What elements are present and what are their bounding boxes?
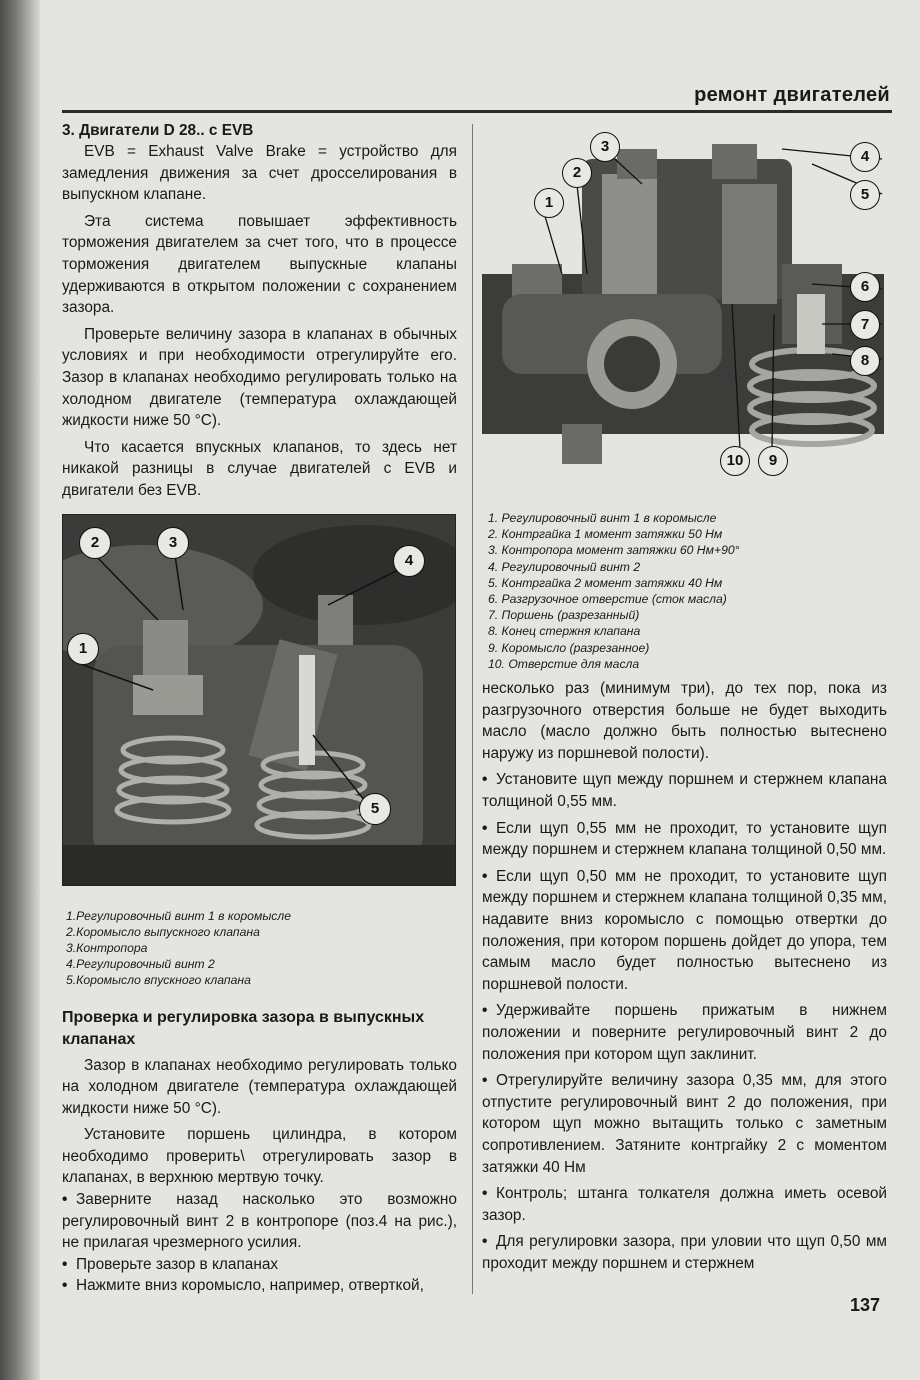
bullet-item bbox=[482, 866, 887, 996]
intro-paragraph: Что касается впускных клапанов, то здесь нет никакой разницы в случае двигателей с EVB и двигатели без EVB. bbox=[62, 438, 457, 499]
bullet-item bbox=[482, 1183, 887, 1226]
caption-line: 5.Коромысло впускного клапана bbox=[66, 973, 251, 988]
bullet-mark: • bbox=[482, 867, 488, 885]
evb-mechanism-figure bbox=[482, 124, 884, 486]
bullet-item bbox=[482, 1231, 887, 1274]
bullet-mark: • bbox=[482, 1185, 488, 1203]
figure-callout-6: 6 bbox=[850, 272, 880, 302]
bullet-item bbox=[482, 818, 887, 861]
caption-line: 3.Контропора bbox=[66, 940, 148, 955]
figure-callout-5: 5 bbox=[850, 180, 880, 210]
caption-line: 7. Поршень (разрезанный) bbox=[488, 608, 640, 623]
paragraph: Установите поршень цилиндра, в котором необходимо проверить\ отрегулировать зазор в клапанах, в верхнюю мертвую точку. bbox=[62, 1126, 457, 1187]
caption-line: 1. Регулировочный винт 1 в коромысле bbox=[488, 511, 717, 525]
intro-paragraph: Эта система повышает эффективность торможения двигателем за счет того, что в процессе торможения двигателем выпускные клапаны удерживаются в открытом положении с сохранением зазора. bbox=[62, 212, 457, 317]
figure-callout-10: 10 bbox=[720, 446, 750, 476]
bullet-mark: • bbox=[482, 1072, 488, 1090]
caption-line: 4.Регулировочный винт 2 bbox=[66, 957, 215, 972]
right-column bbox=[482, 120, 887, 1274]
bullet-text: Заверните назад насколько это возможно регулировочный винт 2 в контропоре (поз.4 на рис.), не прилагая чрезмерного усилия. bbox=[62, 1191, 457, 1252]
header-rule bbox=[62, 110, 892, 113]
book-page bbox=[40, 0, 920, 1380]
figure-callout-1: 1 bbox=[67, 633, 99, 665]
right-figure-caption bbox=[482, 510, 887, 672]
page-number: 137 bbox=[849, 1295, 880, 1315]
left-figure-caption bbox=[62, 908, 457, 989]
figure-callout-4: 4 bbox=[850, 142, 880, 172]
evb-mechanism-photo bbox=[482, 124, 884, 486]
bullet-mark: • bbox=[482, 771, 488, 789]
caption-line: 2. Контргайка 1 момент затяжки 50 Нм bbox=[488, 527, 723, 542]
caption-line: 8. Конец стержня клапана bbox=[488, 624, 641, 639]
intro-paragraph: Проверьте величину зазора в клапанах в обычных условиях и при необходимости отрегулируйте его. Зазор в клапанах необходимо регулировать только на холодном двигателе (температура охлаждающей жидкости ниже 50 °C). bbox=[62, 325, 457, 430]
engine-photo-figure bbox=[62, 514, 456, 886]
bullet-text: Контроль; штанга толкателя должна иметь осевой зазор. bbox=[482, 1185, 887, 1224]
bullet-text: Установите щуп между поршнем и стержнем клапана толщиной 0,55 мм. bbox=[482, 771, 887, 810]
paragraph: Зазор в клапанах необходимо регулировать только на холодном двигателе (температура охлаждающей жидкости ниже 50 °C). bbox=[62, 1056, 457, 1117]
bullet-item bbox=[62, 1254, 457, 1276]
continuation-paragraph: несколько раз (минимум три), до тех пор, пока из разгрузочного отверстия больше не будет выходить масло (масло должно быть полностью вытеснено наружу из поршневой полости). bbox=[482, 680, 887, 762]
figure-callout-8: 8 bbox=[850, 346, 880, 376]
bullet-text: Удерживайте поршень прижатым в нижнем положении и поверните регулировочный винт 2 до положения при котором щуп заклинит. bbox=[482, 1002, 887, 1063]
caption-line: 2.Коромысло выпускного клапана bbox=[66, 924, 260, 939]
bullet-mark: • bbox=[482, 1233, 488, 1251]
bullet-mark: • bbox=[62, 1191, 68, 1209]
bullet-text: Если щуп 0,50 мм не проходит, то установите щуп между поршнем и стержнем клапана толщиной 0,35 мм, надавите вниз коромысло с помощью отвертки до положения, при котором поршень дойдет до упора, тем самым масло будет полностью вытеснено из поршневой полости. bbox=[482, 867, 887, 993]
caption-line: 4. Регулировочный винт 2 bbox=[488, 559, 641, 574]
bullet-item bbox=[482, 769, 887, 812]
bullet-item bbox=[62, 1189, 457, 1254]
figure-callout-3: 3 bbox=[590, 132, 620, 162]
subsection-title: Проверка и регулировка зазора в выпускных клапанах bbox=[62, 1008, 425, 1048]
caption-line: 10. Отверстие для масла bbox=[488, 656, 640, 671]
book-binding-shadow bbox=[0, 0, 40, 1380]
running-header: ремонт двигателей bbox=[694, 84, 890, 106]
caption-line: 1.Регулировочный винт 1 в коромысле bbox=[66, 908, 292, 923]
figure-callout-2: 2 bbox=[79, 527, 111, 559]
figure-callout-2: 2 bbox=[562, 158, 592, 188]
bullet-text: Нажмите вниз коромысло, например, отверткой, bbox=[76, 1277, 424, 1295]
caption-line: 9. Коромысло (разрезанное) bbox=[488, 640, 650, 655]
bullet-item bbox=[482, 1070, 887, 1178]
bullet-mark: • bbox=[482, 819, 488, 837]
figure-callout-7: 7 bbox=[850, 310, 880, 340]
bullet-item bbox=[482, 1000, 887, 1065]
bullet-mark: • bbox=[482, 1002, 488, 1020]
bullet-text: Если щуп 0,55 мм не проходит, то установите щуп между поршнем и стержнем клапана толщиной 0,50 мм. bbox=[482, 819, 887, 859]
figure-callout-5: 5 bbox=[359, 793, 391, 825]
caption-line: 5. Контргайка 2 момент затяжки 40 Нм bbox=[488, 575, 723, 590]
caption-line: 3. Контропора момент затяжки 60 Нм+90° bbox=[488, 543, 740, 558]
caption-line: 6. Разгрузочное отверстие (сток масла) bbox=[488, 592, 727, 607]
figure-callout-9: 9 bbox=[758, 446, 788, 476]
bullet-item bbox=[62, 1275, 457, 1297]
figure-callout-4: 4 bbox=[393, 545, 425, 577]
bullet-mark: • bbox=[62, 1277, 68, 1295]
bullet-text: Для регулировки зазора, при уловии что щуп 0,50 мм проходит между поршнем и стержнем bbox=[482, 1233, 887, 1272]
figure-callout-3: 3 bbox=[157, 527, 189, 559]
intro-paragraph: EVB = Exhaust Valve Brake = устройство для замедления движения за счет дросселирования в выпускном клапане. bbox=[62, 143, 457, 204]
figure-callout-1: 1 bbox=[534, 188, 564, 218]
column-divider bbox=[472, 124, 473, 1294]
bullet-text: Отрегулируйте величину зазора 0,35 мм, для этого отпустите регулировочный винт 2 до положения, при котором щуп можно вытащить только с заметным сопротивлением. Затяните контргайку 2 с моментом затяжки 40 Нм bbox=[482, 1072, 887, 1176]
left-column bbox=[62, 120, 457, 1297]
section-title: 3. Двигатели D 28.. с EVB bbox=[62, 122, 254, 139]
bullet-text: Проверьте зазор в клапанах bbox=[76, 1255, 279, 1273]
bullet-mark: • bbox=[62, 1255, 68, 1273]
